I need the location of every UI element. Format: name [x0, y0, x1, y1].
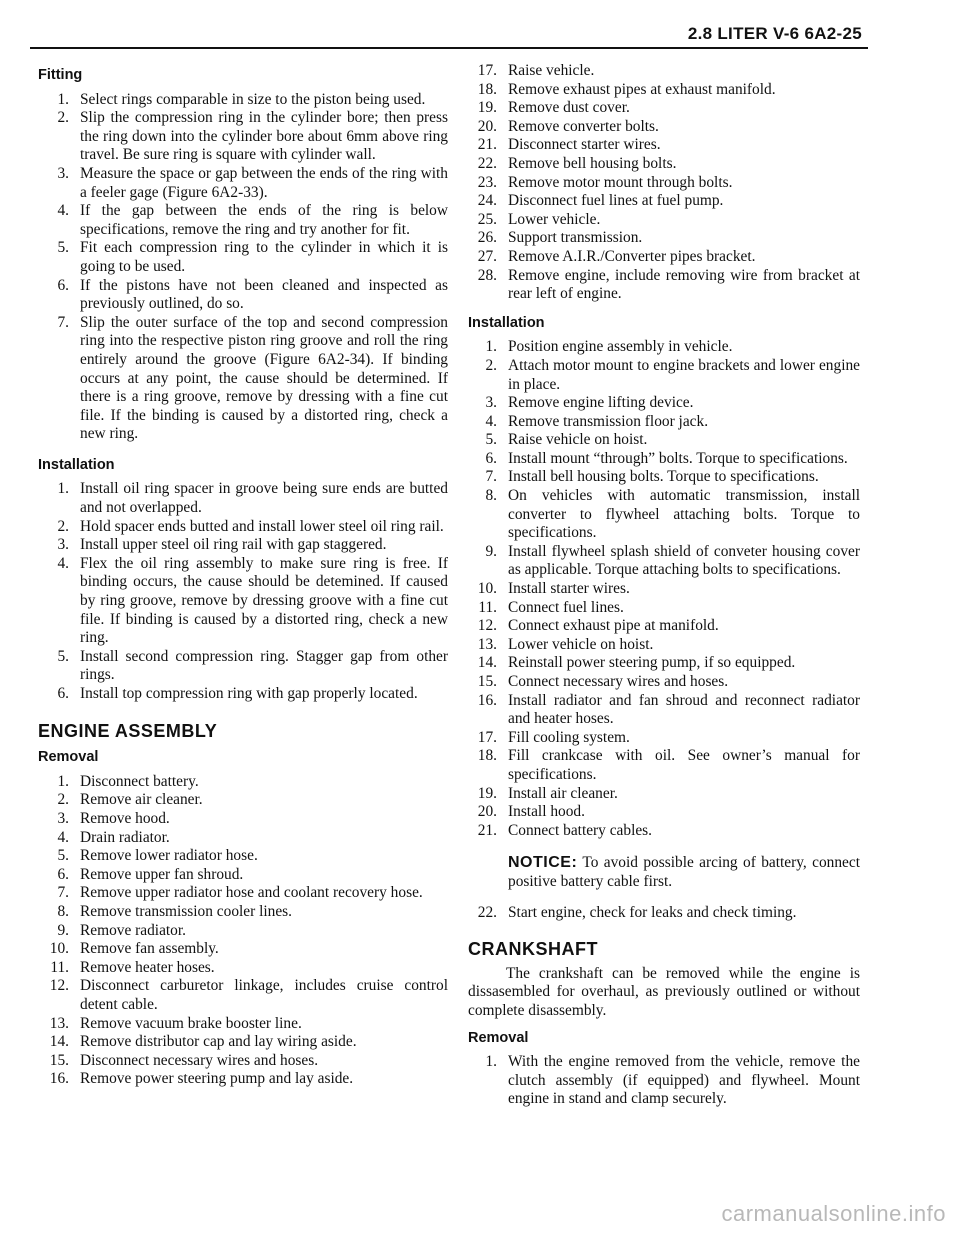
step-number: 4.: [57, 202, 69, 220]
step-number: 17.: [477, 728, 497, 746]
step-text: Fill crankcase with oil. See owner’s manual for specifications.: [508, 747, 860, 783]
step-text: Remove distributor cap and lay wiring aside.: [80, 1033, 357, 1051]
step-text: Slip the outer surface of the top and second compression ring into the respective piston ring groove and roll the ring entirely around the groove (Figure 6A2-34). If binding occurs at any point, the cause should be determined. If there is a ring groove, remove by dressing with a fine cut file. If the binding is caused by a distorted ring, check a new ring.: [80, 313, 448, 443]
removal-heading: Removal: [38, 749, 99, 766]
step-number: 1.: [57, 772, 69, 790]
step-text: Start engine, check for leaks and check timing.: [508, 903, 797, 921]
list-item: [38, 314, 448, 444]
engine-removal-steps-continued: [468, 62, 860, 304]
step-number: 17.: [477, 62, 497, 79]
list-item: [38, 884, 448, 903]
step-text: Raise vehicle on hoist.: [508, 431, 648, 449]
step-text: Install upper steel oil ring rail with gap staggered.: [80, 536, 387, 554]
step-number: 20.: [477, 803, 497, 821]
step-text: Remove engine, include removing wire from bracket at rear left of engine.: [508, 266, 860, 303]
list-item: [38, 1033, 448, 1052]
step-text: Remove upper radiator hose and coolant recovery hose.: [80, 884, 423, 902]
step-number: 6.: [57, 865, 69, 883]
list-item: [38, 518, 448, 537]
list-item: [38, 810, 448, 829]
step-text: Install flywheel splash shield of conveter housing cover as applicable. Torque attaching bolts to specifications.: [508, 542, 860, 579]
step-number: 16.: [477, 691, 497, 709]
notice-text: To avoid possible arcing of battery, connect positive battery cable first.: [508, 854, 860, 890]
step-text: Disconnect necessary wires and hoses.: [80, 1051, 319, 1069]
engine-installation-steps: [468, 338, 860, 840]
step-text: Measure the space or gap between the ends of the ring with a feeler gage (Figure 6A2-33).: [80, 164, 448, 201]
step-text: Connect exhaust pipe at manifold.: [508, 617, 719, 635]
step-text: Select rings comparable in size to the piston being used.: [80, 90, 426, 108]
step-number: 11.: [50, 958, 69, 976]
step-number: 2.: [57, 517, 69, 535]
list-item: [38, 977, 448, 1014]
step-number: 19.: [477, 784, 497, 802]
list-item: [38, 791, 448, 810]
step-number: 4.: [57, 554, 69, 572]
list-item: [38, 239, 448, 276]
list-item: [38, 1015, 448, 1034]
notice-label: NOTICE:: [508, 854, 578, 872]
step-text: Disconnect carburetor linkage, includes cruise control detent cable.: [80, 977, 448, 1013]
step-number: 8.: [57, 902, 69, 920]
step-number: 5.: [57, 239, 69, 257]
crankshaft-removal-heading: Removal: [468, 1029, 529, 1046]
installation-heading-right: Installation: [468, 314, 545, 331]
step-number: 2.: [57, 109, 69, 127]
list-item: [468, 543, 860, 580]
watermark-text: carmanualsonline.info: [721, 1201, 946, 1226]
step-text: Install starter wires.: [508, 580, 630, 598]
list-item: [38, 91, 448, 110]
step-text: Disconnect starter wires.: [508, 136, 661, 154]
step-number: 9.: [57, 921, 69, 939]
list-item: [468, 248, 860, 267]
step-text: Lower vehicle on hoist.: [508, 635, 654, 653]
list-item: [468, 747, 860, 784]
step-text: If the pistons have not been cleaned and inspected as previously outlined, do so.: [80, 276, 448, 313]
step-number: 4.: [57, 828, 69, 846]
step-text: Drain radiator.: [80, 828, 170, 846]
step-text: Remove engine lifting device.: [508, 394, 694, 412]
step-text: Raise vehicle.: [508, 62, 595, 79]
step-text: Install second compression ring. Stagger gap from other rings.: [80, 647, 448, 684]
step-text: Remove hood.: [80, 809, 170, 827]
step-number: 20.: [477, 117, 497, 135]
step-text: Connect fuel lines.: [508, 598, 624, 616]
list-item: [38, 1070, 448, 1089]
step-number: 2.: [485, 356, 497, 374]
step-number: 3.: [57, 809, 69, 827]
step-text: Install top compression ring with gap properly located.: [80, 685, 418, 702]
crankshaft-heading: CRANKSHAFT: [468, 939, 598, 960]
list-item: [38, 165, 448, 202]
step-text: Remove air cleaner.: [80, 791, 203, 809]
list-item: [468, 692, 860, 729]
step-number: 1.: [485, 338, 497, 356]
list-item: [468, 267, 860, 304]
step-text: Install bell housing bolts. Torque to specifications.: [508, 468, 819, 486]
step-text: Remove converter bolts.: [508, 117, 659, 135]
list-item: [468, 654, 860, 673]
header-rule: [30, 47, 868, 49]
step-number: 9.: [485, 542, 497, 560]
step-number: 22.: [477, 903, 497, 921]
ring-installation-steps: [38, 480, 448, 703]
list-item: [468, 394, 860, 413]
step-text: If the gap between the ends of the ring is below specifications, remove the ring and try another for fit.: [80, 202, 448, 238]
list-item: [38, 277, 448, 314]
list-item: [38, 829, 448, 848]
step-text: Fit each compression ring to the cylinder in which it is going to be used.: [80, 239, 448, 275]
step-number: 6.: [57, 685, 69, 702]
step-number: 7.: [485, 468, 497, 486]
list-item: [468, 155, 860, 174]
step-number: 8.: [485, 487, 497, 505]
step-number: 16.: [49, 1070, 69, 1088]
list-item: [468, 413, 860, 432]
fitting-steps: [38, 91, 448, 444]
right-column: [468, 62, 860, 1109]
list-item: [38, 685, 448, 704]
list-item: [468, 599, 860, 618]
engine-assembly-heading: ENGINE ASSEMBLY: [38, 720, 218, 741]
step-number: 24.: [477, 192, 497, 210]
page-header-title: 2.8 LITER V-6 6A2-25: [687, 24, 862, 43]
step-text: Remove transmission cooler lines.: [80, 902, 293, 920]
step-number: 18.: [477, 80, 497, 98]
step-number: 4.: [485, 412, 497, 430]
list-item: [468, 904, 860, 923]
step-text: Flex the oil ring assembly to make sure ring is free. If binding occurs, the cause should be detemined. If caused by ring groove, remove by dressing groove with a fine cut file. If binding is caused by a distorted ring, check a new ring.: [80, 554, 448, 647]
step-number: 5.: [57, 847, 69, 865]
step-number: 1.: [57, 90, 69, 108]
step-number: 23.: [477, 173, 497, 191]
step-number: 1.: [485, 1053, 497, 1071]
step-number: 18.: [477, 747, 497, 765]
final-step-list: [468, 904, 860, 923]
list-item: [468, 580, 860, 599]
step-text: Support transmission.: [508, 229, 643, 247]
list-item: [38, 922, 448, 941]
step-number: 10.: [49, 940, 69, 958]
list-item: [468, 468, 860, 487]
list-item: [468, 229, 860, 248]
list-item: [468, 118, 860, 137]
step-text: Remove power steering pump and lay aside.: [80, 1070, 354, 1088]
step-text: With the engine removed from the vehicle, remove the clutch assembly (if equipped) and flywheel. Mount engine in stand and clamp securely.: [508, 1053, 860, 1108]
list-item: [468, 431, 860, 450]
step-text: On vehicles with automatic transmission, install converter to flywheel attaching bolts. Torque to specifications.: [508, 487, 860, 542]
step-text: Connect necessary wires and hoses.: [508, 673, 729, 690]
step-text: Fill cooling system.: [508, 728, 630, 746]
step-text: Install hood.: [508, 803, 585, 821]
list-item: [468, 822, 860, 841]
step-number: 10.: [477, 580, 497, 598]
step-number: 11.: [478, 598, 497, 616]
list-item: [38, 109, 448, 165]
step-number: 15.: [49, 1051, 69, 1069]
step-number: 21.: [477, 136, 497, 154]
step-number: 27.: [477, 247, 497, 265]
step-number: 26.: [477, 229, 497, 247]
step-text: Install oil ring spacer in groove being sure ends are butted and not overlapped.: [80, 480, 448, 517]
step-text: Remove A.I.R./Converter pipes bracket.: [508, 247, 756, 265]
step-number: 21.: [477, 821, 497, 839]
crankshaft-removal-steps: [468, 1053, 860, 1109]
list-item: [468, 338, 860, 357]
step-number: 6.: [485, 449, 497, 467]
list-item: [468, 487, 860, 543]
step-number: 3.: [57, 164, 69, 182]
step-number: 14.: [49, 1033, 69, 1051]
crankshaft-paragraph: The crankshaft can be removed while the engine is dissasembled for overhaul, as previously outlined or without complete disassembly.: [468, 964, 860, 1019]
step-number: 3.: [485, 394, 497, 412]
step-text: Remove motor mount through bolts.: [508, 173, 733, 191]
step-number: 15.: [477, 673, 497, 690]
list-item: [468, 81, 860, 100]
step-text: Remove radiator.: [80, 921, 186, 939]
list-item: [468, 785, 860, 804]
list-item: [38, 940, 448, 959]
step-text: Slip the compression ring in the cylinder bore; then press the ring down into the cylinder bore about 6mm above ring travel. Be sure ring is square with cylinder wall.: [80, 109, 448, 164]
step-text: Remove exhaust pipes at exhaust manifold.: [508, 80, 776, 98]
list-item: [468, 211, 860, 230]
engine-removal-steps: [38, 773, 448, 1089]
list-item: [468, 729, 860, 748]
step-text: Remove bell housing bolts.: [508, 154, 677, 172]
step-number: 5.: [57, 647, 69, 665]
step-number: 22.: [477, 154, 497, 172]
step-number: 7.: [57, 313, 69, 331]
list-item: [468, 450, 860, 469]
list-item: [38, 480, 448, 517]
step-number: 25.: [477, 210, 497, 228]
step-text: Disconnect battery.: [80, 772, 199, 790]
step-number: 13.: [49, 1014, 69, 1032]
list-item: [38, 555, 448, 648]
step-text: Lower vehicle.: [508, 210, 601, 228]
step-text: Reinstall power steering pump, if so equipped.: [508, 654, 796, 672]
list-item: [468, 617, 860, 636]
list-item: [38, 648, 448, 685]
step-number: 19.: [477, 99, 497, 117]
step-text: Remove upper fan shroud.: [80, 865, 244, 883]
list-item: [38, 866, 448, 885]
list-item: [468, 803, 860, 822]
list-item: [468, 1053, 860, 1109]
fitting-heading: Fitting: [38, 67, 83, 83]
step-number: 3.: [57, 536, 69, 554]
step-text: Remove transmission floor jack.: [508, 412, 709, 430]
installation-heading-left: Installation: [38, 456, 115, 473]
left-column: [38, 62, 448, 1089]
step-text: Hold spacer ends butted and install lower steel oil ring rail.: [80, 517, 444, 535]
list-item: [468, 673, 860, 692]
list-item: [468, 62, 860, 81]
step-text: Connect battery cables.: [508, 821, 653, 839]
step-text: Remove lower radiator hose.: [80, 847, 258, 865]
notice-block: [508, 854, 860, 891]
list-item: [38, 959, 448, 978]
list-item: [38, 847, 448, 866]
step-number: 1.: [57, 480, 69, 498]
step-text: Disconnect fuel lines at fuel pump.: [508, 192, 724, 210]
list-item: [468, 636, 860, 655]
step-number: 12.: [477, 617, 497, 635]
step-number: 13.: [477, 635, 497, 653]
step-text: Install mount “through” bolts. Torque to specifications.: [508, 449, 848, 467]
step-number: 28.: [477, 266, 497, 284]
step-text: Remove heater hoses.: [80, 958, 215, 976]
step-number: 2.: [57, 791, 69, 809]
list-item: [38, 773, 448, 792]
list-item: [468, 174, 860, 193]
step-number: 6.: [57, 276, 69, 294]
step-number: 12.: [49, 977, 69, 995]
step-number: 7.: [57, 884, 69, 902]
list-item: [38, 202, 448, 239]
step-number: 5.: [485, 431, 497, 449]
list-item: [468, 192, 860, 211]
step-text: Remove vacuum brake booster line.: [80, 1014, 302, 1032]
list-item: [468, 357, 860, 394]
step-number: 14.: [477, 654, 497, 672]
list-item: [38, 1052, 448, 1071]
step-text: Remove fan assembly.: [80, 940, 219, 958]
list-item: [468, 99, 860, 118]
step-text: Remove dust cover.: [508, 99, 630, 117]
step-text: Position engine assembly in vehicle.: [508, 338, 733, 356]
list-item: [38, 536, 448, 555]
list-item: [468, 136, 860, 155]
step-text: Attach motor mount to engine brackets and lower engine in place.: [508, 356, 860, 393]
step-text: Install radiator and fan shroud and reconnect radiator and heater hoses.: [508, 691, 860, 728]
step-text: Install air cleaner.: [508, 784, 618, 802]
list-item: [38, 903, 448, 922]
